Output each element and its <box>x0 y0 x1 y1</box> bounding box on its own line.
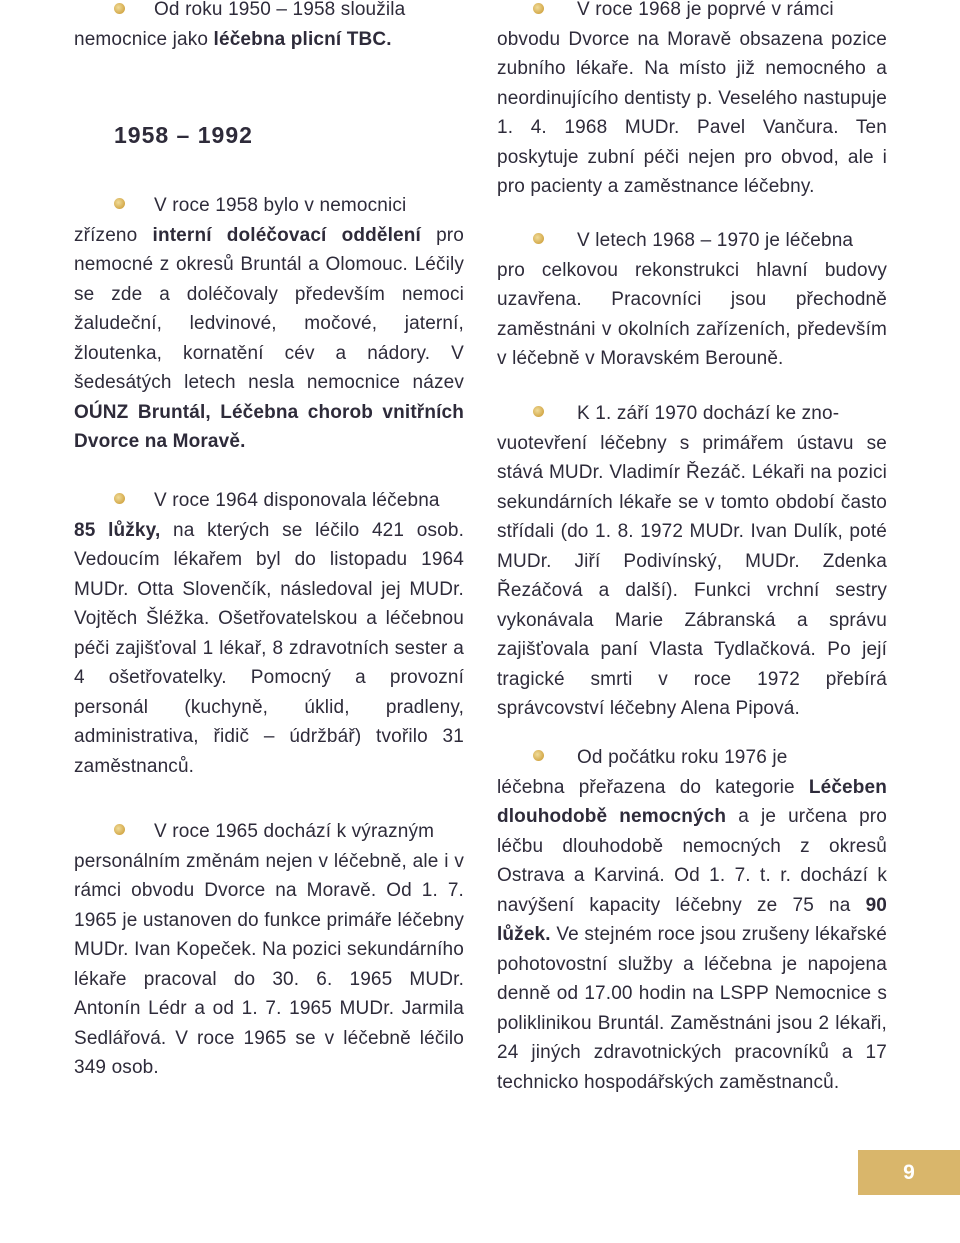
paragraph-1964: V roce 1964 disponovala léčebna 85 lůžky, na kterých se léčilo 421 osob. Vedoucím lékařem byl do listopadu 1964 MUDr. Otta Slovenčík, následoval jej MUDr. Vojtěch Šléžka. Ošetřovatelskou a léčebnou péči zajišťoval 1 lékař, 8 zdravotních sester a 4 ošetřovatelky. Pomocný a provozní personál (kuchyně, úklid, pradleny, administrativa, řidič – údržbář) tvořilo 31 zaměstnanců. <box>74 490 464 777</box>
section-heading: 1958 – 1992 <box>114 122 253 148</box>
paragraph-tbc: Od roku 1950 – 1958 sloužila nemocnice jako léčebna plicní TBC. <box>74 0 406 50</box>
paragraph-1968: V roce 1968 je poprvé v rámci obvodu Dvorce na Moravě obsazena pozice zubního lékaře. Na místo již nemocného a neordinujícího dentisty p. Veselého nastupuje 1. 4. 1968 MUDr. Pavel Vančura. Ten poskytuje zubní péči nejen pro obvod, ale i pro pacienty a zaměstnance léčebny. <box>497 0 887 197</box>
paragraph-1968-1970: V letech 1968 – 1970 je léčebna pro celkovou rekonstrukci hlavní budovy uzavřena. Pracovníci jsou přechodně zaměstnáni v okolních zařízeních, především v léčebně v Moravském Berouně. <box>497 230 887 369</box>
paragraph-1965: V roce 1965 dochází k výrazným personálním změnám nejen v léčebně, ale i v rámci obvodu Dvorce na Moravě. Od 1. 7. 1965 je ustanoven do funkce primáře léčebny MUDr. Ivan Kopeček. Na pozici sekundárního lékaře pracoval do 30. 6. 1965 MUDr. Antonín Lédr a od 1. 7. 1965 MUDr. Jarmila Sedlářová. V roce 1965 se v léčebně léčilo 349 osob. <box>74 821 464 1078</box>
paragraph-1976: Od počátku roku 1976 je léčebna přeřazena do kategorie Léčeben dlouhodobě nemocných a je určena pro léčbu dlouhodobě nemocných z okresů Ostrava a Karviná. Od 1. 7. t. r. dochází k navýšení kapacity léčebny ze 75 na 90 lůžek. Ve stejném roce jsou zrušeny lékařské pohotovostní služby a léčebna je napojena denně od 17.00 hodin na LSPP Nemocnice s poliklinikou Bruntál. Zaměstnáni jsou 2 lékaři, 24 jiných zdravotnických pracovníků a 17 technicko hospodářských zaměstnanců. <box>497 747 887 1093</box>
paragraph-1970: K 1. září 1970 dochází ke zno- vuotevření léčebny s primářem ústavu se stává MUDr. Vladimír Řezáč. Lékaři na pozici sekundárních lékaře se v tomto období často střídali (do 1. 8. 1972 MUDr. Ivan Dulík, poté MUDr. Jiří Podivínský, MUDr. Zdenka Řezáčová a další). Funkci vrchní sestry vykonávala Marie Zábranská a správu zajišťovala paní Vlasta Tydlačková. Po její tragické smrti v roce 1972 přebírá správcovství léčebny Alena Pipová. <box>497 403 887 719</box>
paragraph-1958: V roce 1958 bylo v nemocnici zřízeno interní doléčovací oddělení pro nemocné z okresů Bruntál a Olomouc. Léčily se zde a doléčovaly především nemoci žaludeční, ledvinové, močové, jaterní, žloutenka, kornatění cév a nádory. V šedesátých letech nesla nemocnice název OÚNZ Bruntál, Léčebna chorob vnitřních Dvorce na Moravě. <box>74 195 464 452</box>
page-number: 9 <box>858 1150 960 1195</box>
